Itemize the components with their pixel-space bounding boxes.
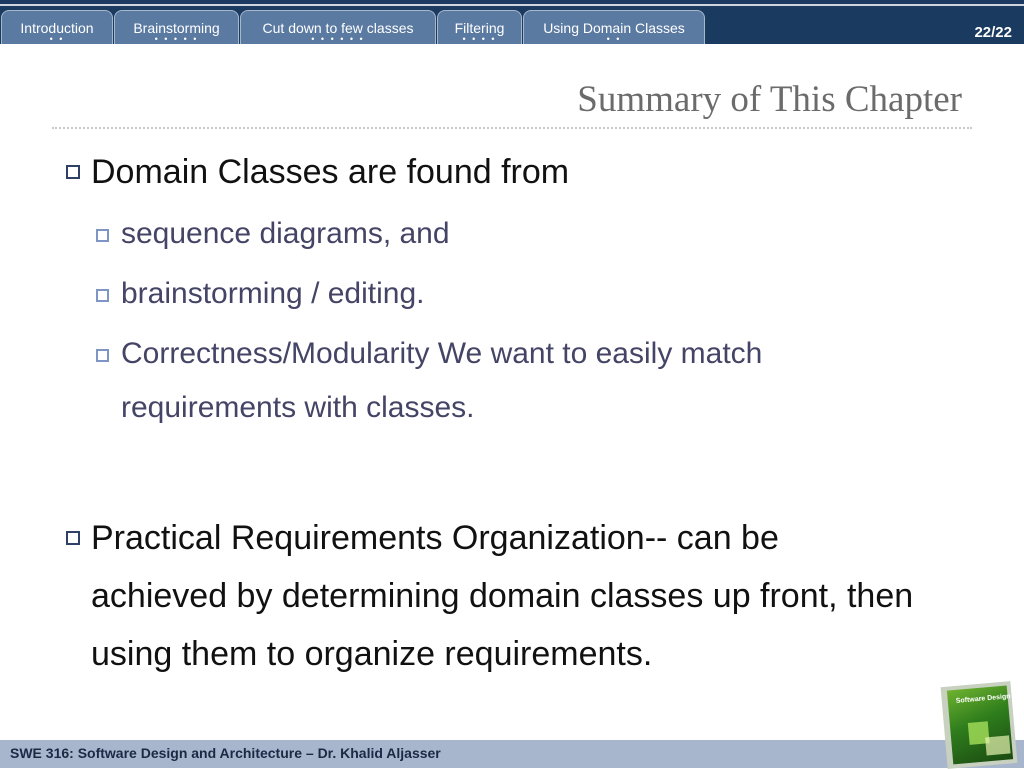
checkbox-bullet-icon (66, 165, 80, 179)
bullet-domain-classes: Domain Classes are found from (91, 153, 570, 191)
tab-progress-dots: • • • • (462, 34, 497, 44)
slide-page-number: 22/22 (974, 24, 1012, 41)
top-stripe-line (0, 4, 1024, 6)
book-cover-image (941, 681, 1018, 769)
footer-course-text: SWE 316: Software Design and Architecture – Dr. Khalid Aljasser (10, 745, 441, 761)
subbullet-brainstorming: brainstorming / editing. (121, 277, 425, 310)
tab-label: Introduction (20, 20, 94, 36)
tab-progress-dots: • • (49, 34, 65, 44)
book-title: Software Design (955, 693, 1011, 705)
section-navigation-bar (0, 8, 1024, 44)
tab-label: Filtering (454, 20, 505, 36)
checkbox-subbullet-icon (96, 349, 109, 362)
subbullet-correctness-line1: Correctness/Modularity We want to easily match (121, 337, 763, 370)
checkbox-subbullet-icon (96, 289, 109, 302)
checkbox-subbullet-icon (96, 229, 109, 242)
tab-label: Brainstorming (133, 20, 220, 36)
top-stripe (0, 0, 1024, 8)
tab-label: Using Domain Classes (543, 20, 685, 36)
tab-progress-dots: • • • • • (154, 34, 199, 44)
checkbox-bullet-icon (66, 531, 80, 545)
title-divider (52, 127, 972, 129)
tab-cut-down-to-few-classes[interactable] (240, 10, 436, 44)
tab-using-domain-classes[interactable] (523, 10, 705, 44)
tab-brainstorming[interactable] (114, 10, 239, 44)
tab-progress-dots: • • (606, 34, 622, 44)
subbullet-sequence-diagrams: sequence diagrams, and (121, 217, 450, 250)
tab-label: Cut down to few classes (262, 20, 414, 36)
tab-progress-dots: • • • • • • (311, 34, 365, 44)
tab-filtering[interactable] (437, 10, 522, 44)
subbullet-correctness-line2: requirements with classes. (121, 391, 475, 424)
bullet-practical-line1: Practical Requirements Organization-- can be (91, 519, 779, 557)
slide-footer (0, 740, 1024, 768)
bullet-practical-line3: using them to organize requirements. (91, 635, 653, 673)
bullet-practical-line2: achieved by determining domain classes up front, then (91, 577, 914, 615)
slide-title: Summary of This Chapter (577, 79, 962, 120)
book-decor (985, 735, 1010, 755)
tab-introduction[interactable] (1, 10, 113, 44)
